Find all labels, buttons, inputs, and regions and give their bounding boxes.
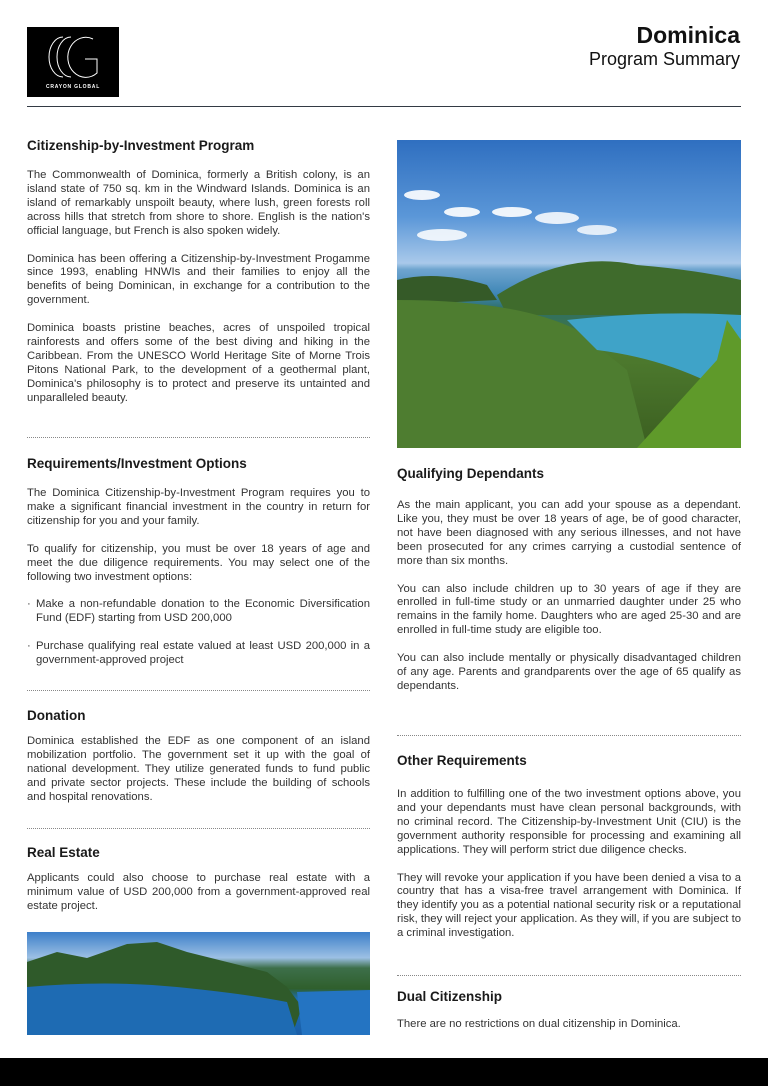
footer-bar (0, 1058, 768, 1086)
requirements-heading: Requirements/Investment Options (27, 456, 247, 471)
dependants-heading: Qualifying Dependants (397, 466, 545, 481)
donation-heading: Donation (27, 708, 86, 723)
cbi-heading: Citizenship-by-Investment Program (27, 138, 255, 153)
investment-options-list (27, 598, 370, 668)
section-divider (27, 690, 370, 691)
dual-citizenship-text: There are no restrictions on dual citizenship in Dominica. (397, 1018, 681, 1030)
dual-citizenship-heading: Dual Citizenship (397, 989, 503, 1004)
dependants-section (397, 466, 741, 694)
crayon-global-logo (27, 27, 119, 97)
dependants-paragraph: You can also include children up to 30 years of age if they are enrolled in full-time study or an unmarried daughter under 25 who remains in the family home. Daughters who are aged 25-30 and are enrolled in full-time study are eligible too. (397, 582, 741, 637)
dependants-paragraph: As the main applicant, you can add your spouse as a dependant. Like you, they must be over 18 years of age, be of good character, not have been diagnosed with any serious illnesses, and not have been prosecuted for any crimes carrying a custodial sentence of more than six months. (397, 499, 741, 567)
section-divider (397, 735, 741, 736)
real-estate-heading: Real Estate (27, 845, 100, 860)
header-divider (27, 106, 741, 107)
other-requirements-paragraph: In addition to fulfilling one of the two investment options above, you and your dependants must have clean personal backgrounds, with no criminal record. The Citizenship-by-Investment Unit (CIU) is the government authority responsible for processing and examining all applications. They will perform strict due diligence checks. (397, 788, 741, 856)
cbi-paragraph: Dominica boasts pristine beaches, acres of unspoiled tropical rainforests and offers some of the best diving and hiking in the Caribbean. From the UNESCO World Heritage Site of Morne Trois Pitons National Park, to the development of a geothermal plant, Dominica's philosophy is to protect and preserve its untainted and unparalleled beauty. (27, 322, 370, 404)
section-divider (27, 437, 370, 438)
logo-monogram (45, 33, 101, 90)
section-divider (397, 975, 741, 976)
other-requirements-heading: Other Requirements (397, 753, 527, 768)
dual-citizenship-section (397, 989, 741, 1032)
dependants-paragraph: You can also include mentally or physically disadvantaged children of any age. Parents and grandparents over the age of 65 qualify as dependants. (397, 652, 741, 692)
section-divider (27, 828, 370, 829)
cbi-paragraph: The Commonwealth of Dominica, formerly a British colony, is an island state of 750 sq. km in the Windward Islands. Dominica is an island of remarkably unspoilt beauty, where lush, green forests roll across hills that stretch from shore to shore. English is the nation's official language, but French is also spoken widely. (27, 169, 370, 237)
other-requirements-section (397, 753, 741, 941)
cbi-section (27, 138, 370, 406)
island-bay-photo (397, 140, 741, 448)
cbi-paragraph: Dominica has been offering a Citizenship-by-Investment Progamme since 1993, enabling HNWIs and their families to enjoy all the benefits of being Dominican, in exchange for a contribution to the government. (27, 252, 370, 307)
real-estate-section (27, 845, 370, 914)
coastline-photo (27, 932, 370, 1035)
other-requirements-paragraph: They will revoke your application if you have been denied a visa to a country that has a visa-free travel arrangement with Dominica. If they identify you as a potential national security risk or a reputational risk, they will reject your application. As they will, if you are subject to a criminal investigation. (397, 871, 741, 940)
list-item: · Make a non-refundable donation to the Economic Diversification Fund (EDF) starting from USD 200,000 (27, 598, 370, 626)
real-estate-text: Applicants could also choose to purchase real estate with a minimum value of USD 200,000 from a government-approved real estate project. (27, 872, 370, 912)
list-item: · Purchase qualifying real estate valued at least USD 200,000 in a government-approved project (27, 640, 370, 668)
donation-section (27, 708, 370, 805)
page-title: Dominica (636, 22, 740, 48)
logo-text: CRAYON GLOBAL (45, 84, 101, 90)
donation-text: Dominica established the EDF as one component of an island mobilization portfolio. The government set it up with the goal of national development. They utilize generated funds to fund public and private sector projects. These include the building of schools and hospital renovations. (27, 735, 370, 803)
requirements-paragraph: The Dominica Citizenship-by-Investment Program requires you to make a significant financial investment in the country in return for citizenship for you and your family. (27, 487, 370, 527)
requirements-paragraph: To qualify for citizenship, you must be over 18 years of age and meet the due diligence requirements. You may select one of the following two investment options: (27, 542, 370, 583)
page-subtitle: Program Summary (588, 49, 740, 69)
requirements-section (27, 456, 370, 682)
